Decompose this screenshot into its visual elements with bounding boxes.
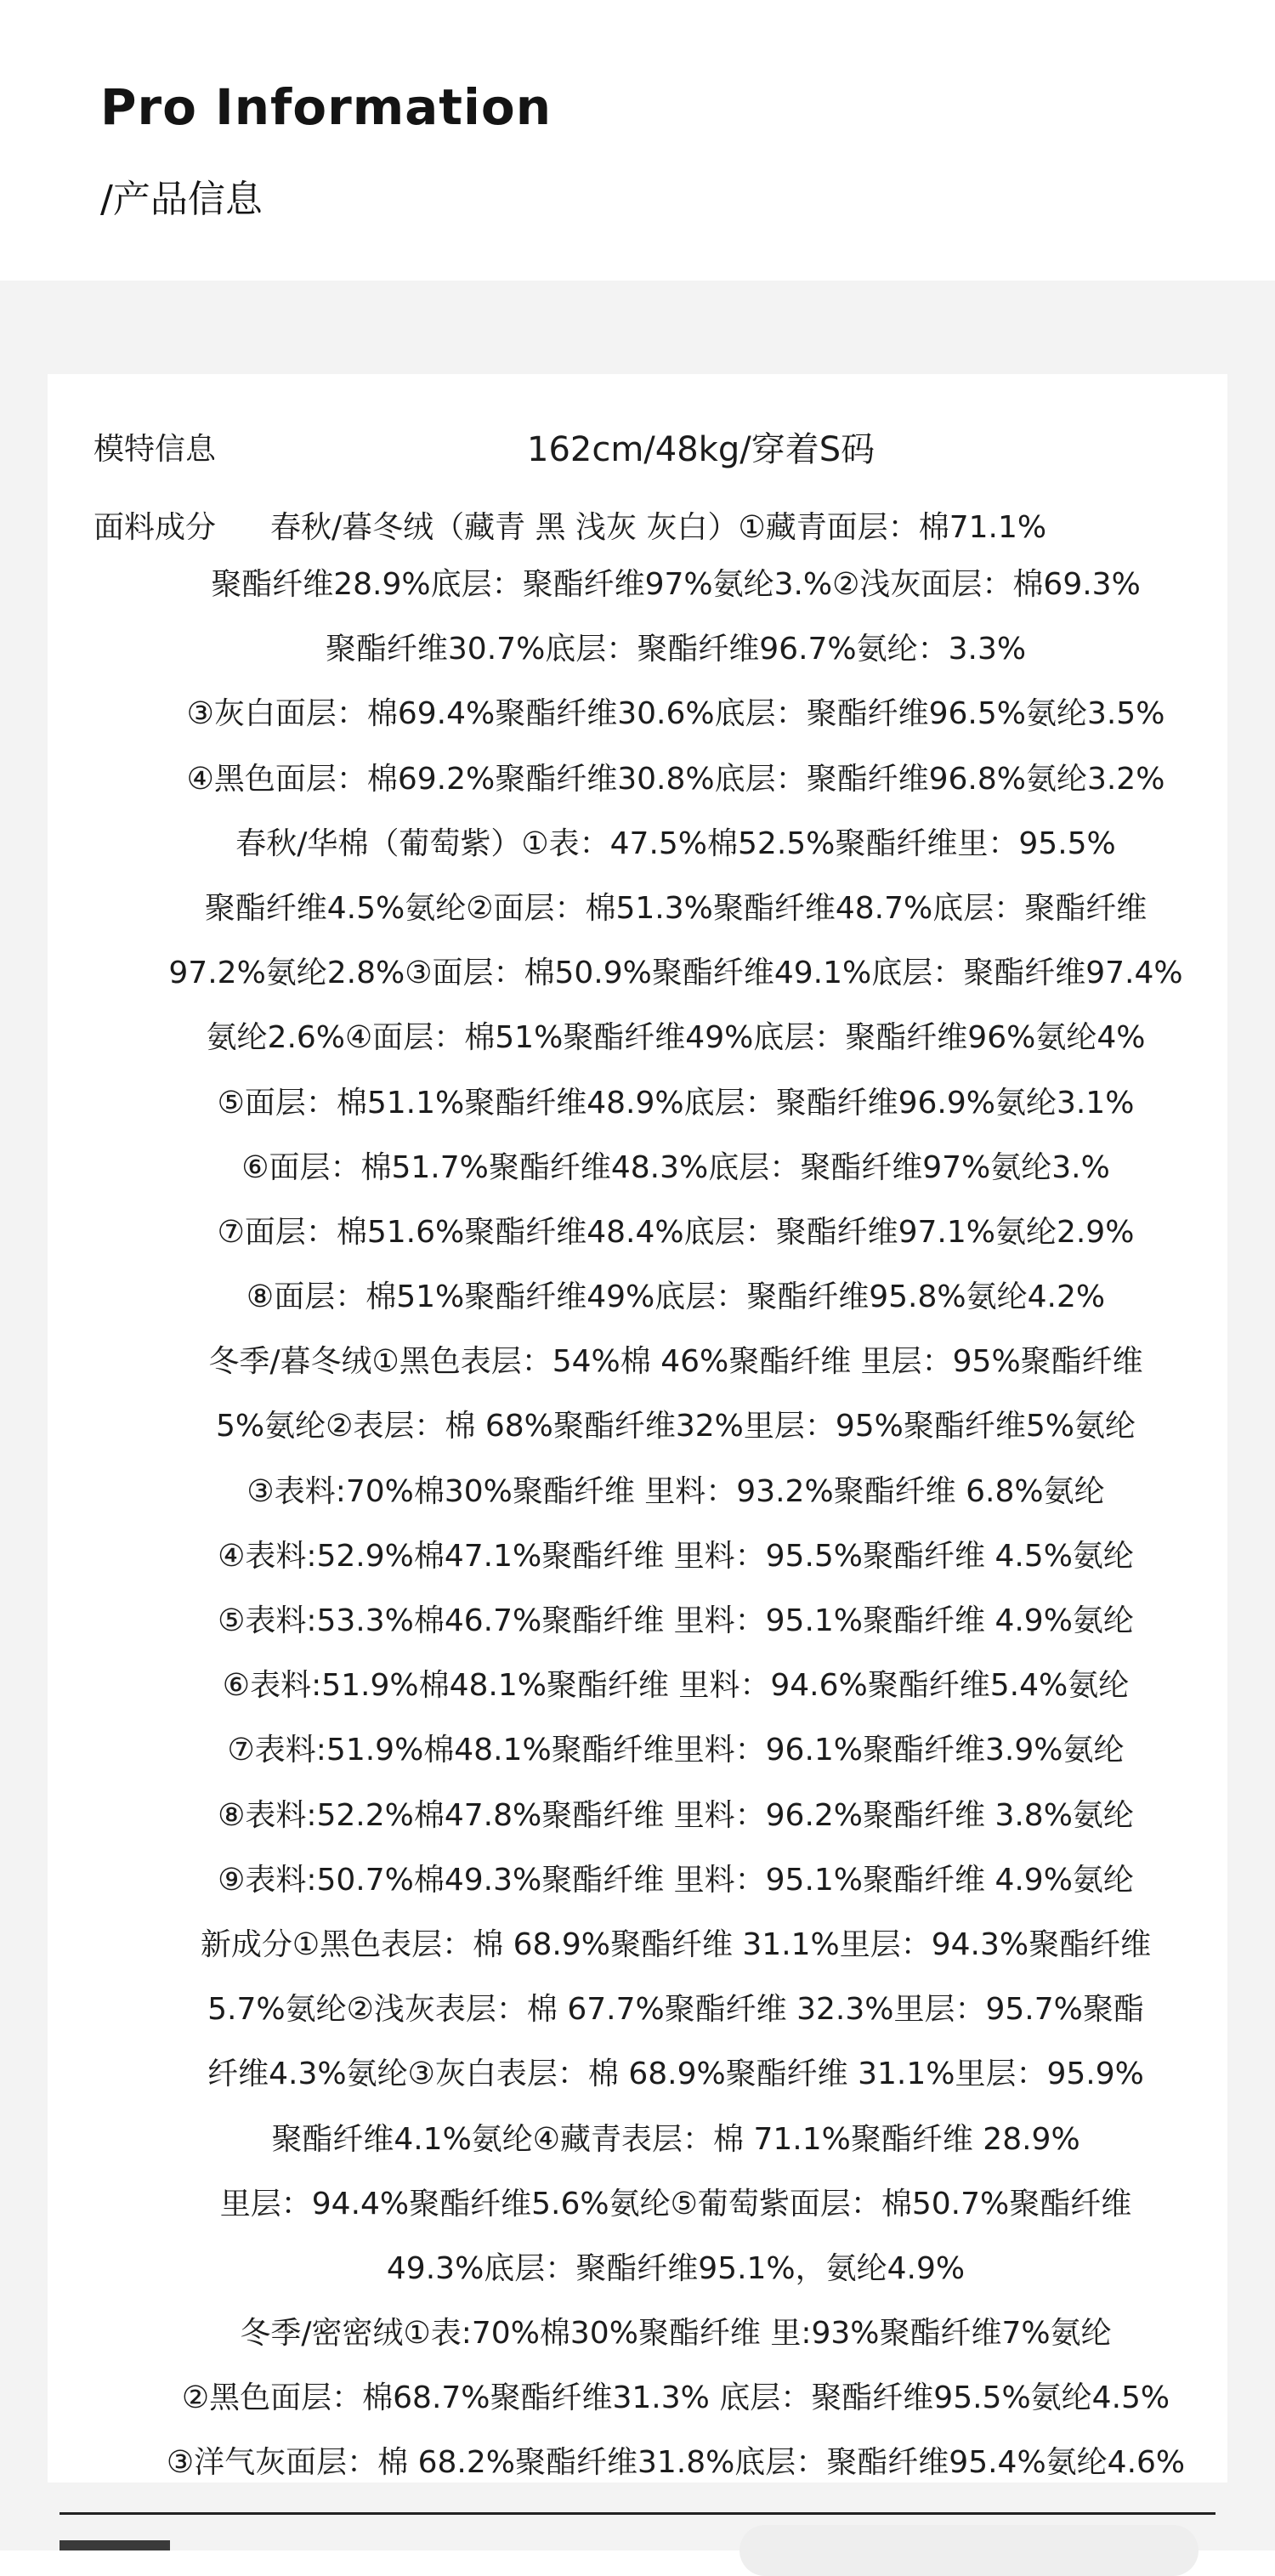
fabric-line: 氨纶2.6%④面层：棉51%聚酯纤维49%底层：聚酯纤维96%氨纶4%: [206, 1020, 1146, 1056]
fabric-line: 聚酯纤维28.9%底层：聚酯纤维97%氨纶3.%②浅灰面层：棉69.3%: [211, 567, 1141, 602]
fabric-line: 聚酯纤维4.5%氨纶②面层：棉51.3%聚酯纤维48.7%底层：聚酯纤维: [204, 890, 1148, 926]
fabric-line: 新成分①黑色表层：棉 68.9%聚酯纤维 31.1%里层：94.3%聚酯纤维: [200, 1926, 1152, 1962]
fabric-line: ⑤表料:53.3%棉46.7%聚酯纤维 里料：95.1%聚酯纤维 4.9%氨纶: [218, 1603, 1134, 1638]
fabric-line: 冬季/暮冬绒①黑色表层：54%棉 46%聚酯纤维 里层：95%聚酯纤维: [208, 1344, 1143, 1380]
fabric-line: 聚酯纤维30.7%底层：聚酯纤维96.7%氨纶：3.3%: [325, 632, 1027, 667]
fabric-line: ④黑色面层：棉69.2%聚酯纤维30.8%底层：聚酯纤维96.8%氨纶3.2%: [186, 761, 1165, 797]
fabric-composition-label: 面料成分: [94, 510, 217, 545]
fabric-line: ⑧面层：棉51%聚酯纤维49%底层：聚酯纤维95.8%氨纶4.2%: [246, 1279, 1106, 1315]
fabric-composition-lines: [94, 553, 1258, 2496]
fabric-line: 里层：94.4%聚酯纤维5.6%氨纶⑤葡萄紫面层：棉50.7%聚酯纤维: [219, 2186, 1132, 2221]
bottom-divider: [60, 2512, 1216, 2515]
model-info-label: 模特信息: [94, 432, 217, 467]
fabric-line: 5%氨纶②表层：棉 68%聚酯纤维32%里层：95%聚酯纤维5%氨纶: [216, 1409, 1136, 1444]
fabric-line: ⑧表料:52.2%棉47.8%聚酯纤维 里料：96.2%聚酯纤维 3.8%氨纶: [218, 1797, 1134, 1833]
fabric-line: 聚酯纤维4.1%氨纶④藏青表层：棉 71.1%聚酯纤维 28.9%: [271, 2121, 1080, 2157]
fabric-line: ⑦面层：棉51.6%聚酯纤维48.4%底层：聚酯纤维97.1%氨纶2.9%: [217, 1214, 1135, 1250]
model-info-value: 162cm/48kg/穿着S码: [527, 430, 876, 469]
fabric-line: ⑦表料:51.9%棉48.1%聚酯纤维里料：96.1%聚酯纤维3.9%氨纶: [227, 1733, 1125, 1768]
bottom-tab-indicator: [60, 2540, 170, 2550]
fabric-line: ⑥面层：棉51.7%聚酯纤维48.3%底层：聚酯纤维97%氨纶3.%: [241, 1149, 1110, 1185]
fabric-line: 冬季/密密绒①表:70%棉30%聚酯纤维 里:93%聚酯纤维7%氨纶: [240, 2316, 1112, 2352]
page-header: [0, 0, 1275, 281]
fabric-line: 97.2%氨纶2.8%③面层：棉50.9%聚酯纤维49.1%底层：聚酯纤维97.4%: [168, 956, 1183, 991]
section-title-en: Pro Information: [100, 78, 552, 136]
fabric-line-first: 春秋/暮冬绒（藏青 黑 浅灰 灰白）①藏青面层：棉71.1%: [270, 510, 1047, 545]
fabric-line: 49.3%底层：聚酯纤维95.1%，氨纶4.9%: [386, 2250, 966, 2286]
fabric-line: ③灰白面层：棉69.4%聚酯纤维30.6%底层：聚酯纤维96.5%氨纶3.5%: [186, 696, 1165, 732]
fabric-line: 纤维4.3%氨纶③灰白表层：棉 68.9%聚酯纤维 31.1%里层：95.9%: [207, 2057, 1144, 2092]
fabric-line: ⑤面层：棉51.1%聚酯纤维48.9%底层：聚酯纤维96.9%氨纶3.1%: [217, 1085, 1135, 1121]
fabric-line: ⑨表料:50.7%棉49.3%聚酯纤维 里料：95.1%聚酯纤维 4.9%氨纶: [218, 1862, 1134, 1898]
fabric-line: ③表料:70%棉30%聚酯纤维 里料：93.2%聚酯纤维 6.8%氨纶: [246, 1473, 1105, 1509]
fabric-line: 5.7%氨纶②浅灰表层：棉 67.7%聚酯纤维 32.3%里层：95.7%聚酯: [207, 1992, 1144, 2028]
fabric-line: ④表料:52.9%棉47.1%聚酯纤维 里料：95.5%聚酯纤维 4.5%氨纶: [218, 1538, 1134, 1574]
section-title-cn: /产品信息: [100, 178, 263, 221]
fabric-line: 春秋/华棉（葡萄紫）①表：47.5%棉52.5%聚酯纤维里：95.5%: [235, 826, 1116, 861]
fabric-line: ③洋气灰面层：棉 68.2%聚酯纤维31.8%底层：聚酯纤维95.4%氨纶4.6%: [166, 2445, 1186, 2481]
bottom-pill-shape: [740, 2525, 1198, 2576]
fabric-line: ⑥表料:51.9%棉48.1%聚酯纤维 里料：94.6%聚酯纤维5.4%氨纶: [222, 1668, 1130, 1704]
fabric-line: ②黑色面层：棉68.7%聚酯纤维31.3% 底层：聚酯纤维95.5%氨纶4.5%: [181, 2380, 1170, 2416]
